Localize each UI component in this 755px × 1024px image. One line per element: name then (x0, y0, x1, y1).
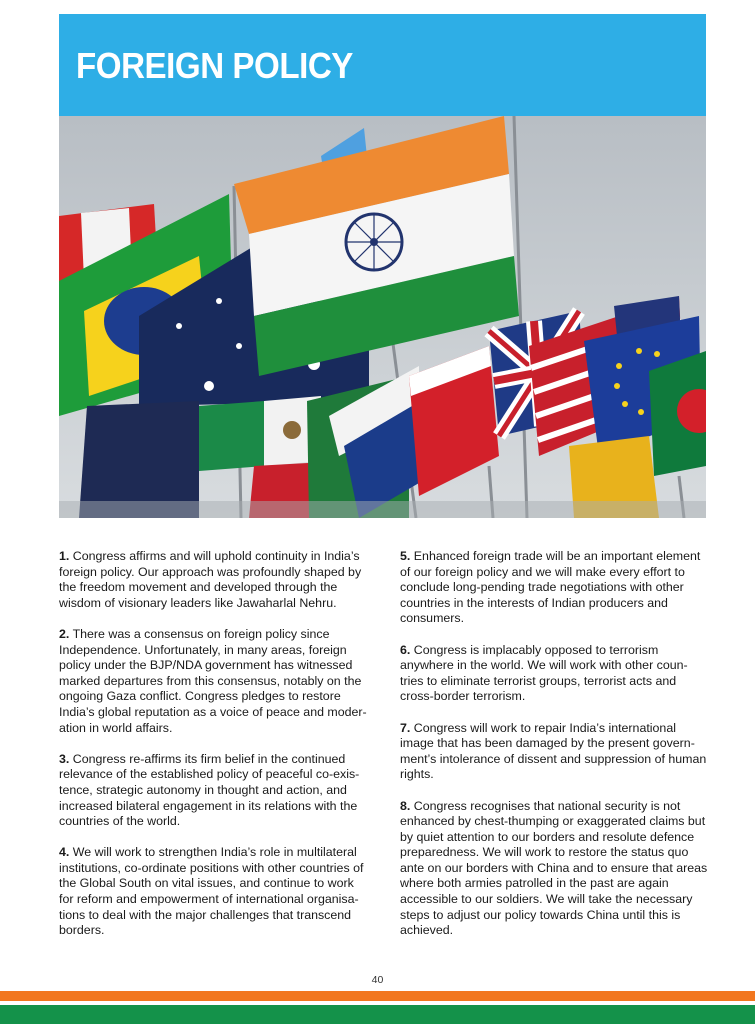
page-number: 40 (371, 974, 384, 986)
page-title: FOREIGN POLICY (76, 45, 353, 86)
flags-photo (59, 116, 706, 518)
paragraph-1: 1. Congress affirms and will uphold continuity in India’s foreign policy. Our approach was profoundly shaped by the freedom movement and developed through the wisdom of visionary leaders like Jawaharlal Nehru. (59, 549, 362, 610)
footer-stripe-green (0, 1005, 755, 1024)
paragraph-5: 5. Enhanced foreign trade will be an important element of our foreign policy and we will make every effort to conclude long-pending trade negotiations with other countries in the interests of Indian producers and consumers. (400, 549, 701, 626)
paragraph-6: 6. Congress is implacably opposed to terrorism anywhere in the world. We will work with other coun-tries to eliminate terrorist groups, terrorist acts and cross-border terrorism. (400, 642, 688, 704)
paragraph-2: 2. There was a consensus on foreign policy since Independence. Unfortunately, in many areas, foreign policy under the BJP/NDA government has witnessed marked departures from this consensus, notably on the ongoing Gaza conflict. Congress pledges to restore India’s global reputation as a voice of peace and moder-ation in world affairs. (59, 626, 367, 735)
paragraph-4: 4. We will work to strengthen India’s role in multilateral institutions, co-ordinate positions with other countries of the Global South on vital issues, and continue to work for reform and empowerment of international organisa-tions to deal with the major challenges that transcend borders. (59, 845, 364, 938)
paragraph-8: 8. Congress recognises that national security is not enhanced by chest-thumping or exaggerated claims but by quiet attention to our borders and resolute defence preparedness. We will work to restore the status quo ante on our borders with China and to ensure that areas where both armies patrolled in the past are again accessible to our soldiers. We will take the necessary steps to adjust our policy towards China until this is achieved. (400, 798, 708, 938)
right-column (400, 549, 708, 954)
paragraph-3: 3. Congress re-affirms its firm belief in the continued relevance of the established policy of peaceful co-exis-tence, strategic autonomy in thought and action, and increased bilateral engagement in its relations with the countries of the world. (59, 751, 360, 829)
paragraph-7: 7. Congress will work to repair India’s international image that has been damaged by the present govern-ment’s intolerance of dissent and suppression of human rights. (400, 720, 707, 782)
header-banner (59, 14, 706, 116)
left-column (59, 549, 371, 954)
footer-stripe-orange (0, 991, 755, 1001)
